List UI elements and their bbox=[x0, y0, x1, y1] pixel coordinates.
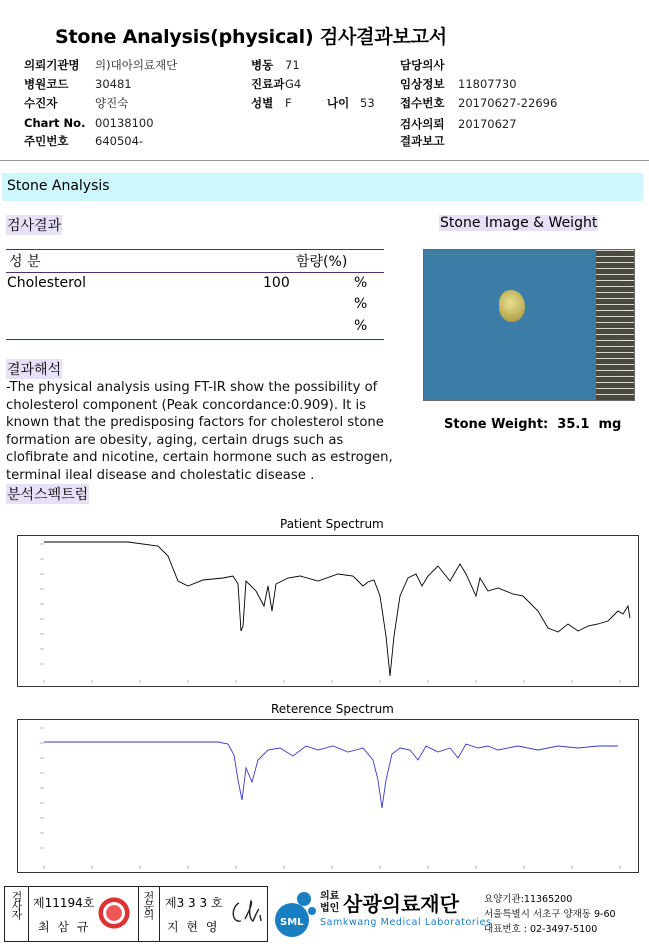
care-code: 요양기관:11365200 bbox=[484, 894, 573, 905]
org-prefix: 의료법인 bbox=[320, 891, 340, 914]
request-label: 검사의뢰 bbox=[400, 117, 445, 131]
hospital-code-value: 30481 bbox=[95, 77, 132, 91]
patient-spectrum-line bbox=[44, 542, 630, 676]
patient-spectrum-plot bbox=[17, 535, 639, 687]
weight-value: 35.1 bbox=[557, 417, 590, 432]
receipt-row bbox=[400, 95, 557, 111]
sex-value: F bbox=[285, 96, 292, 110]
receipt-label: 접수번호 bbox=[400, 96, 445, 110]
org-english: Samkwang Medical Laboratories bbox=[320, 917, 492, 928]
row-3-unit: % bbox=[354, 318, 368, 334]
chart-label: Chart No. bbox=[24, 116, 86, 130]
table-top-rule bbox=[6, 249, 384, 250]
report-label: 결과보고 bbox=[400, 134, 445, 148]
patient-spectrum-title: Patient Spectrum bbox=[280, 517, 384, 531]
row-2-unit: % bbox=[354, 296, 368, 312]
stone-specimen bbox=[499, 290, 525, 322]
clinical-label: 임상정보 bbox=[400, 77, 445, 91]
stone-weight bbox=[444, 417, 621, 432]
logo-text: SML bbox=[280, 917, 304, 928]
ruler-major-ticks bbox=[620, 250, 634, 400]
dept-row bbox=[251, 76, 301, 92]
sex-row bbox=[251, 95, 292, 111]
age-value: 53 bbox=[360, 96, 375, 110]
spectrum-section-title: 분석스펙트럼 bbox=[6, 484, 89, 504]
specialist-signature bbox=[227, 897, 263, 931]
image-section-title: Stone Image & Weight bbox=[440, 215, 598, 231]
row-1-value: 100 bbox=[263, 275, 290, 291]
col-component: 성 분 bbox=[9, 254, 41, 270]
request-value: 20170627 bbox=[458, 117, 517, 131]
results-section-title: 검사결과 bbox=[6, 215, 62, 235]
age-label: 나이 bbox=[327, 96, 350, 110]
reference-spectrum-title: Reterence Spectrum bbox=[271, 702, 394, 716]
examiner-seal bbox=[96, 895, 132, 931]
hospital-code-row bbox=[24, 76, 132, 92]
stone-analysis-band bbox=[2, 173, 643, 201]
ward-label: 병동 bbox=[251, 58, 274, 72]
dept-label: 진료과 bbox=[251, 77, 285, 91]
receipt-value: 20170627-22696 bbox=[458, 96, 558, 110]
rrn-value: 640504- bbox=[95, 134, 144, 148]
weight-unit: mg bbox=[598, 417, 622, 432]
specialist-license: 제3 3 3 호 bbox=[165, 896, 223, 910]
table-bottom-rule bbox=[6, 339, 384, 340]
chart-row bbox=[24, 116, 154, 130]
footer-divider-1 bbox=[28, 887, 29, 941]
rrn-label: 주민번호 bbox=[24, 134, 69, 148]
report-title: Stone Analysis(physical) 검사결과보고서 bbox=[55, 26, 447, 48]
age-row bbox=[327, 95, 375, 111]
specialist-label: 전문의 bbox=[142, 891, 155, 918]
request-row bbox=[400, 116, 517, 132]
band-title: Stone Analysis bbox=[7, 178, 110, 194]
table-header-rule bbox=[6, 272, 384, 273]
recipient-label: 수진자 bbox=[24, 96, 58, 110]
report-row bbox=[400, 133, 458, 149]
col-content: 함량(%) bbox=[296, 254, 348, 270]
recipient-value: 양진숙 bbox=[95, 96, 129, 110]
sex-label: 성별 bbox=[251, 96, 274, 110]
client-value: 의)대아의료재단 bbox=[95, 58, 178, 72]
org-address: 서울특별시 서초구 양재동 9-60 bbox=[484, 909, 616, 920]
doctor-row bbox=[400, 57, 458, 73]
hospital-code-label: 병원코드 bbox=[24, 77, 69, 91]
interpretation-section-title: 결과해석 bbox=[6, 359, 62, 379]
weight-label: Stone Weight: bbox=[444, 417, 549, 432]
client-row bbox=[24, 57, 177, 73]
reference-spectrum-svg bbox=[18, 720, 638, 872]
footer-divider-3 bbox=[159, 887, 160, 941]
stone-photo bbox=[423, 249, 635, 401]
chart-value: 00138100 bbox=[95, 116, 154, 130]
row-1-name: Cholesterol bbox=[7, 275, 87, 291]
clinical-row bbox=[400, 76, 517, 92]
header-divider bbox=[0, 160, 649, 161]
examiner-label: 검사자 bbox=[10, 891, 23, 918]
sml-logo-icon bbox=[270, 887, 318, 943]
specialist-name: 지 현 영 bbox=[167, 920, 220, 934]
reference-spectrum-line bbox=[44, 742, 618, 808]
org-phone: 대표번호 : 02-3497-5100 bbox=[484, 924, 598, 935]
dept-value: G4 bbox=[285, 77, 302, 91]
recipient-row bbox=[24, 95, 128, 111]
rrn-row bbox=[24, 133, 143, 149]
doctor-label: 담당의사 bbox=[400, 58, 445, 72]
row-1-unit: % bbox=[354, 275, 368, 291]
examiner-name: 최 삼 규 bbox=[38, 920, 91, 934]
signature-table bbox=[4, 886, 268, 942]
spectrum-axes bbox=[40, 544, 620, 683]
clinical-value: 11807730 bbox=[458, 77, 517, 91]
ward-value: 71 bbox=[285, 58, 300, 72]
footer-divider-2 bbox=[138, 887, 139, 941]
patient-spectrum-svg bbox=[18, 536, 638, 686]
examiner-license: 제11194호 bbox=[33, 896, 95, 910]
client-label: 의뢰기관명 bbox=[24, 58, 80, 72]
ward-row bbox=[251, 57, 300, 73]
org-name: 삼광의료재단 bbox=[343, 892, 459, 916]
reference-spectrum-plot bbox=[17, 719, 639, 873]
interpretation-text: -The physical analysis using FT-IR show the possibility of cholesterol component (Peak concordance:0.909). It is known that the predisposing factors for cholesterol stone formation are obesity, aging, certain drugs such as clofibrate and nicotine, certain hormone such as estrogen, terminal ileal disease and cholestatic disease . bbox=[6, 380, 393, 483]
